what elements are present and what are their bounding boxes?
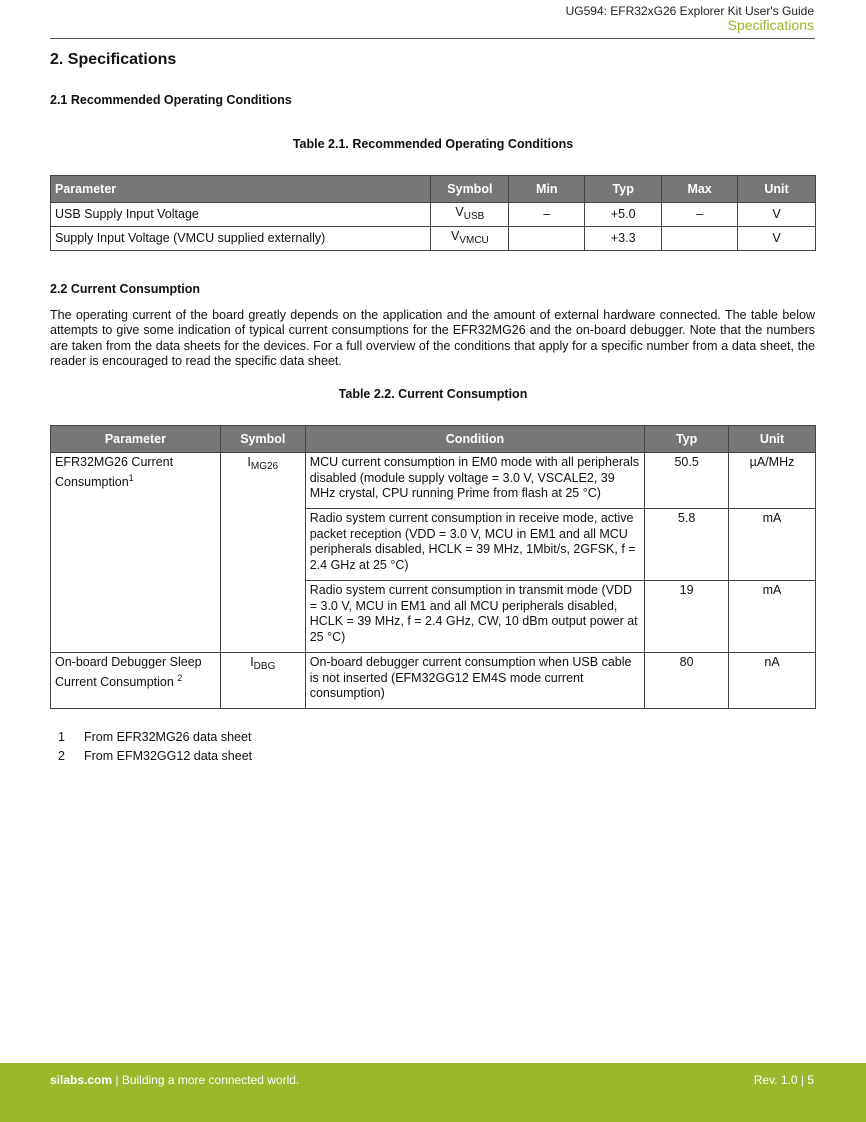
symbol-main: I [250,655,254,669]
footnote-ref: 1 [128,472,134,483]
table1-header-min: Min [509,176,585,203]
table2-header-parameter: Parameter [51,426,221,453]
table2-cell-symbol [220,653,305,709]
table1-cell-min: – [509,203,585,227]
footnote-text: From EFR32MG26 data sheet [84,730,252,744]
table1-cell-unit: V [738,227,816,251]
table2-cell-typ: 80 [645,653,729,709]
table2-cell-typ: 19 [645,581,729,653]
footer-tagline: | Building a more connected world. [112,1073,300,1087]
table2-cell-condition: Radio system current consumption in receive mode, active packet reception (VDD = 3.0 V, MCU in EM1 and all MCU peripherals disabled, HCLK = 39 MHz, 1Mbit/s, 2GFSK, f = 2.4 GHz at 25 °C) [305,509,644,581]
table1-header-row [51,176,816,203]
page-footer [0,1063,866,1122]
table2-header-row [51,426,816,453]
footnote-1 [58,730,251,744]
table1-header-max: Max [662,176,738,203]
table-row [51,653,816,709]
table2-cell-parameter [51,453,221,653]
header-section-name: Specifications [727,17,814,33]
table2-cell-unit: mA [729,509,816,581]
table1-cell-typ: +5.0 [585,203,662,227]
table2-header-typ: Typ [645,426,729,453]
footnote-text: From EFM32GG12 data sheet [84,749,253,763]
operating-conditions-table [50,175,816,251]
table2-cell-unit: mA [729,581,816,653]
table1-header-unit: Unit [738,176,816,203]
section-title: 2. Specifications [50,51,177,68]
table2-cell-condition: On-board debugger current consumption when USB cable is not inserted (EFM32GG12 EM4S mode current consumption) [305,653,644,709]
table2-cell-condition: MCU current consumption in EM0 mode with all peripherals disabled (module supply voltage = 3.0 V, VSCALE2, 39 MHz crystal, CPU running Prime from flash at 25 °C) [305,453,644,509]
table-row [51,453,816,509]
current-consumption-table [50,425,816,709]
footer-site-link[interactable]: silabs.com [50,1073,113,1087]
symbol-subscript: MG26 [250,461,279,472]
symbol-main: I [247,455,251,469]
table2-cell-unit: nA [729,653,816,709]
table1-cell-symbol [431,203,509,227]
table1-header-symbol: Symbol [431,176,509,203]
footer-revision-page: Rev. 1.0 | 5 [753,1073,814,1087]
current-consumption-paragraph: The operating current of the board greatly depends on the application and the amount of external hardware connected. The table below attempts to give some indication of typical current consumptions for the EFR32MG26 and the on-board debugger. Note that the numbers are taken from the data sheets for the devices. For a full overview of the conditions that apply for a specific number from a data sheet, the reader is encouraged to read the specific data sheet. [50,308,815,368]
symbol-subscript: USB [463,210,485,222]
table1-cell-parameter: USB Supply Input Voltage [51,203,431,227]
table2-cell-condition: Radio system current consumption in transmit mode (VDD = 3.0 V, MCU in EM1 and all MCU peripherals disabled, HCLK = 39 MHz, f = 2.4 GHz, CW, 10 dBm output power at 25 °C) [305,581,644,653]
subsection-title-current-consumption: 2.2 Current Consumption [50,282,201,296]
table2-header-symbol: Symbol [220,426,305,453]
table1-cell-max [662,227,738,251]
table-row [51,203,816,227]
footnote-ref: 2 [177,672,183,683]
table2-cell-parameter [51,653,221,709]
table1-header-typ: Typ [585,176,662,203]
table-row [51,227,816,251]
table2-header-unit: Unit [729,426,816,453]
table1-cell-parameter: Supply Input Voltage (VMCU supplied externally) [51,227,431,251]
subsection-title-operating-conditions: 2.1 Recommended Operating Conditions [50,93,292,107]
table1-cell-max: – [662,203,738,227]
table1-cell-typ: +3.3 [585,227,662,251]
table2-cell-unit: µA/MHz [729,453,816,509]
table2-cell-typ: 50.5 [645,453,729,509]
table1-cell-unit: V [738,203,816,227]
header-doc-title: UG594: EFR32xG26 Explorer Kit User's Guide [565,4,814,18]
table2-caption: Table 2.2. Current Consumption [338,387,528,401]
symbol-subscript: DBG [253,661,276,672]
table2-cell-typ: 5.8 [645,509,729,581]
table2-cell-symbol [220,453,305,653]
footnote-number: 2 [58,749,65,763]
footer-branding [50,1073,299,1087]
parameter-text: EFR32MG26 Current Consumption [55,455,174,489]
parameter-text: On-board Debugger Sleep Current Consumption [55,655,202,689]
symbol-main: V [450,228,460,243]
table2-header-condition: Condition [305,426,644,453]
footnote-2 [58,749,252,763]
symbol-subscript: VMCU [459,234,489,246]
header-divider [50,38,815,39]
table1-header-parameter: Parameter [51,176,431,203]
table1-cell-min [509,227,585,251]
table1-caption: Table 2.1. Recommended Operating Conditions [292,137,574,151]
symbol-main: V [455,204,464,219]
table1-cell-symbol [431,227,509,251]
footnote-number: 1 [58,730,65,744]
